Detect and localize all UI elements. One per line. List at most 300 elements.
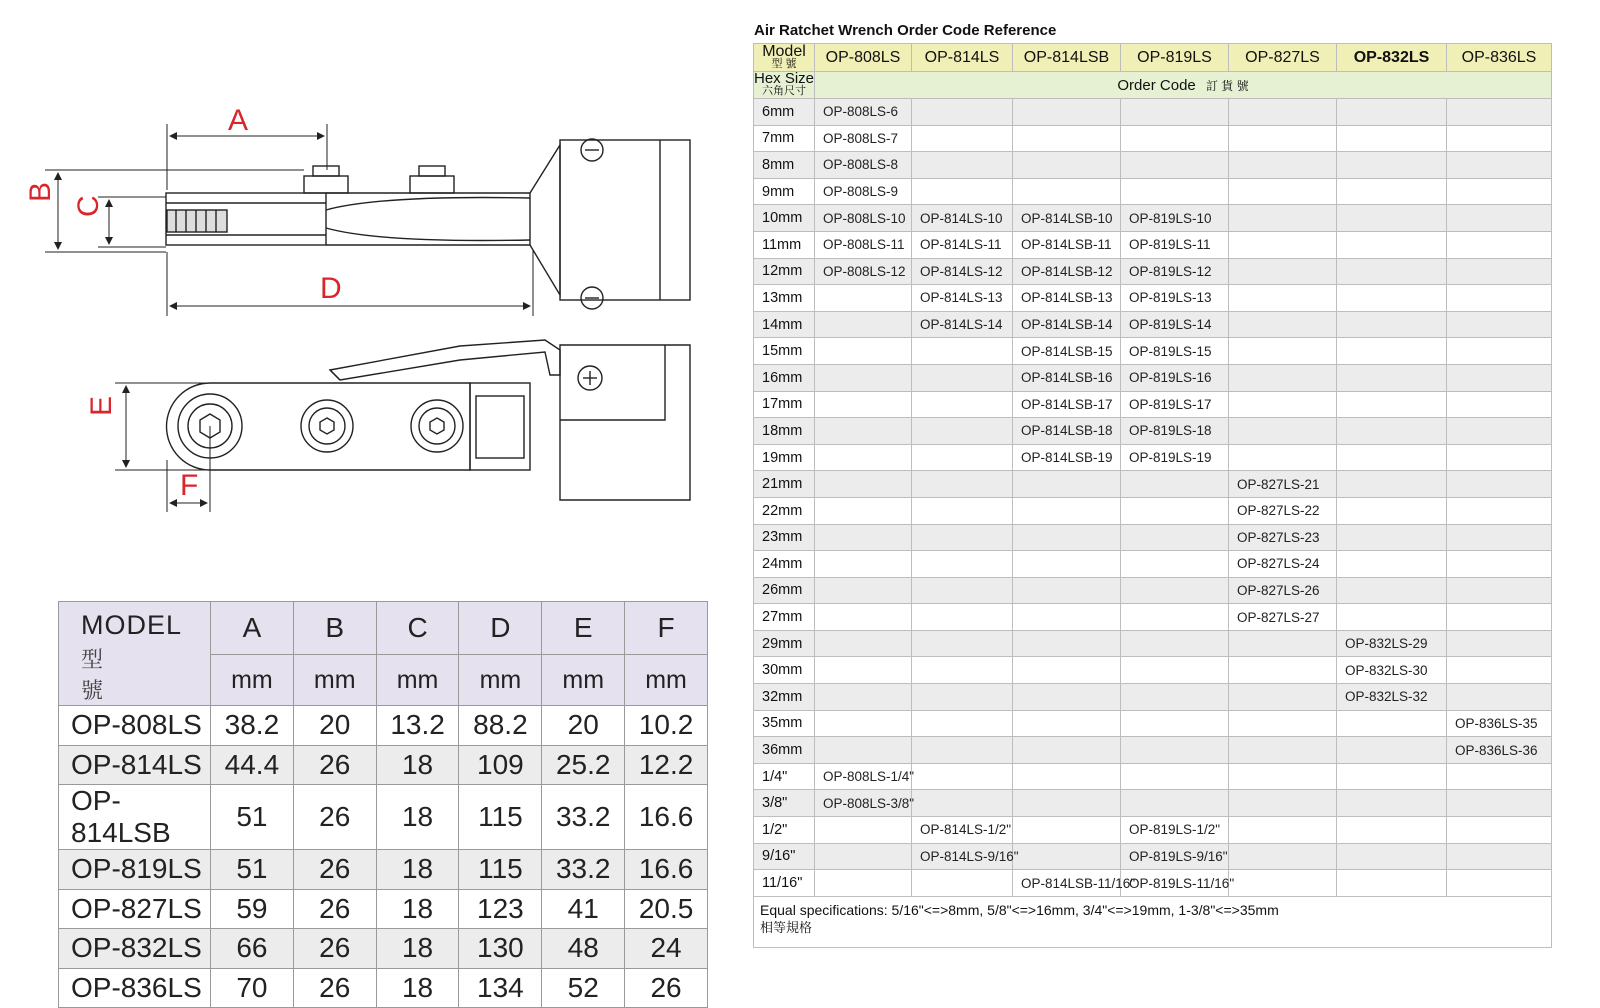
order-code-cell: OP-814LS-11 [912,231,1013,258]
order-code-cell [1229,311,1337,338]
order-code-row [754,817,1552,844]
order-code-cell: OP-808LS-1/4" [815,763,912,790]
hex-size: 14mm [754,311,815,338]
order-code-cell [1013,551,1121,578]
order-code-cell [815,391,912,418]
order-code-cell [1121,684,1229,711]
order-code-row [754,524,1552,551]
order-code-row [754,684,1552,711]
order-code-cell [1447,99,1552,126]
order-code-header: Order Code 訂 貨 號 [815,72,1552,99]
order-code-cell: OP-836LS-36 [1447,737,1552,764]
hex-size: 29mm [754,630,815,657]
order-code-cell [815,338,912,365]
order-code-cell: OP-819LS-1/2" [1121,817,1229,844]
dimension-row [59,929,708,969]
col-b-header: B [293,602,376,655]
order-code-cell [1337,364,1447,391]
col-f-header: F [625,602,708,655]
dimension-value: 26 [293,968,376,1008]
order-code-cell [1013,657,1121,684]
order-code-cell [912,524,1013,551]
dimension-value: 18 [376,850,459,890]
dimension-value: 12.2 [625,745,708,785]
order-code-cell [1447,843,1552,870]
order-code-cell: OP-819LS-17 [1121,391,1229,418]
unit-label: mm [376,655,459,706]
order-code-cell [1013,604,1121,631]
order-code-cell [1229,657,1337,684]
order-code-row [754,870,1552,897]
dimension-value: 44.4 [211,745,294,785]
order-code-cell [1121,710,1229,737]
order-code-cell [912,630,1013,657]
order-code-cell [1447,577,1552,604]
dimension-row [59,889,708,929]
dimension-value: 41 [542,889,625,929]
order-code-cell [912,364,1013,391]
dimension-value: 10.2 [625,706,708,746]
wrench-dimension-drawing [0,0,720,560]
order-code-cell [815,630,912,657]
hex-size: 17mm [754,391,815,418]
nut-2 [410,166,454,193]
order-code-cell [1121,125,1229,152]
order-code-cell: OP-819LS-14 [1121,311,1229,338]
dimension-value: 16.6 [625,850,708,890]
order-code-cell [1013,684,1121,711]
order-code-cell: OP-814LS-10 [912,205,1013,232]
order-code-cell [1447,684,1552,711]
order-code-cell [1229,258,1337,285]
order-code-cell [1447,497,1552,524]
order-code-cell [1229,285,1337,312]
order-code-row [754,657,1552,684]
order-code-cell: OP-827LS-23 [1229,524,1337,551]
order-code-cell [1337,258,1447,285]
order-code-cell [1229,178,1337,205]
model-name: OP-814LS [59,745,211,785]
order-code-cell [1337,418,1447,445]
order-code-cell: OP-814LSB-12 [1013,258,1121,285]
order-code-cell [1447,418,1552,445]
order-code-cell [1121,604,1229,631]
dim-label-b: B [24,181,57,202]
order-code-cell [815,524,912,551]
order-code-cell [912,577,1013,604]
dimension-value: 66 [211,929,294,969]
hex-size: 3/8" [754,790,815,817]
order-code-row [754,577,1552,604]
order-code-cell [912,178,1013,205]
hex-size: 10mm [754,205,815,232]
order-code-cell: OP-827LS-22 [1229,497,1337,524]
order-code-row [754,418,1552,445]
order-code-cell [1121,790,1229,817]
order-code-cell [912,870,1013,897]
dim-label-f: F [180,469,199,502]
order-code-cell [1337,817,1447,844]
order-code-cell [815,604,912,631]
order-code-row [754,152,1552,179]
order-code-cell [1013,178,1121,205]
corner-hex-size-header: Hex Size 六角尺寸 [754,70,815,97]
order-code-row [754,258,1552,285]
order-code-cell [1013,710,1121,737]
order-code-cell [1337,338,1447,365]
order-code-cell [912,497,1013,524]
order-code-cell [1013,524,1121,551]
dimension-value: 20 [293,706,376,746]
order-code-cell [1337,843,1447,870]
order-code-cell: OP-827LS-24 [1229,551,1337,578]
order-code-cell [1121,657,1229,684]
order-code-row [754,630,1552,657]
dimension-value: 18 [376,785,459,850]
dimension-value: 51 [211,850,294,890]
order-code-cell [912,710,1013,737]
ratchet-teeth [167,210,227,232]
order-code-cell: OP-814LSB-10 [1013,205,1121,232]
col-a-header: A [211,602,294,655]
order-code-cell [815,737,912,764]
model-column-header: OP-814LSB [1013,44,1121,72]
order-code-cell: OP-819LS-13 [1121,285,1229,312]
hex-size: 1/4" [754,763,815,790]
order-code-cell: OP-814LSB-11 [1013,231,1121,258]
order-code-row [754,125,1552,152]
order-code-cell [815,577,912,604]
order-code-cell [1229,152,1337,179]
order-code-cell: OP-819LS-12 [1121,258,1229,285]
order-code-cell [1121,577,1229,604]
order-code-cell [1121,737,1229,764]
order-code-cell [1447,551,1552,578]
hex-size: 8mm [754,152,815,179]
order-code-row [754,790,1552,817]
order-code-cell [1337,99,1447,126]
order-code-cell [912,391,1013,418]
order-code-cell [1229,391,1337,418]
order-code-cell [912,657,1013,684]
order-code-cell [1447,338,1552,365]
order-code-cell [1447,311,1552,338]
order-code-cell [1013,843,1121,870]
order-code-cell [1337,231,1447,258]
order-code-cell [1229,205,1337,232]
order-code-cell: OP-814LSB-13 [1013,285,1121,312]
order-code-cell [1013,152,1121,179]
unit-label: mm [293,655,376,706]
order-code-row [754,231,1552,258]
order-code-cell [1447,790,1552,817]
order-code-cell [1229,418,1337,445]
order-code-cell [1121,471,1229,498]
order-code-cell [1337,471,1447,498]
order-code-cell [1229,843,1337,870]
order-code-cell: OP-827LS-27 [1229,604,1337,631]
order-code-cell [815,870,912,897]
order-code-cell [1229,630,1337,657]
dim-label-e: E [85,395,118,416]
order-code-cell [815,710,912,737]
dimension-value: 38.2 [211,706,294,746]
order-code-cell: OP-832LS-30 [1337,657,1447,684]
order-code-cell [1121,152,1229,179]
order-code-cell [815,285,912,312]
order-code-cell [1229,99,1337,126]
order-code-cell [912,444,1013,471]
order-code-cell [1447,870,1552,897]
dimension-value: 26 [293,785,376,850]
order-code-cell [1447,657,1552,684]
model-name: OP-836LS [59,968,211,1008]
dim-label-a: A [228,104,249,137]
order-code-cell [1447,285,1552,312]
dimension-value: 26 [293,850,376,890]
dimension-value: 25.2 [542,745,625,785]
order-code-cell [1447,231,1552,258]
order-code-cell [1229,870,1337,897]
order-code-cell: OP-832LS-32 [1337,684,1447,711]
order-code-cell: OP-819LS-15 [1121,338,1229,365]
dimension-value: 13.2 [376,706,459,746]
order-code-cell: OP-814LSB-14 [1013,311,1121,338]
order-code-cell [1121,178,1229,205]
order-code-cell [815,843,912,870]
hex-size: 22mm [754,497,815,524]
dimension-table [58,601,708,1008]
hex-size: 19mm [754,444,815,471]
order-code-row [754,178,1552,205]
col-c-header: C [376,602,459,655]
order-code-cell [1013,125,1121,152]
order-code-row [754,391,1552,418]
dimension-value: 88.2 [459,706,542,746]
dimension-value: 33.2 [542,785,625,850]
order-code-cell: OP-814LSB-16 [1013,364,1121,391]
hex-size: 11/16" [754,870,815,897]
order-code-cell [1337,870,1447,897]
order-code-cell [1337,763,1447,790]
dimension-value: 115 [459,785,542,850]
order-code-cell: OP-808LS-12 [815,258,912,285]
order-code-cell [1337,524,1447,551]
dimension-value: 52 [542,968,625,1008]
hex-size: 36mm [754,737,815,764]
order-code-cell: OP-808LS-10 [815,205,912,232]
order-code-cell [1013,497,1121,524]
order-code-cell: OP-819LS-11/16" [1121,870,1229,897]
model-header: MODEL 型號 [59,602,211,706]
hex-size: 7mm [754,125,815,152]
hex-size: 30mm [754,657,815,684]
dimension-value: 51 [211,785,294,850]
equal-specifications-note: Equal specifications: 5/16"<=>8mm, 5/8"<=>16mm, 3/4"<=>19mm, 1-3/8"<=>35mm 相等規格 [754,896,1552,947]
order-code-cell [1229,763,1337,790]
order-code-cell [815,817,912,844]
order-code-cell [912,763,1013,790]
order-code-cell [1229,737,1337,764]
order-code-cell [912,125,1013,152]
order-code-cell [1229,338,1337,365]
order-code-cell [1337,710,1447,737]
order-code-cell [815,311,912,338]
corner-model-header: Model 型 號 [754,44,815,72]
order-code-cell [1447,630,1552,657]
dimension-value: 70 [211,968,294,1008]
order-code-row [754,551,1552,578]
order-code-cell [912,99,1013,126]
order-code-cell [1121,524,1229,551]
order-code-cell: OP-819LS-18 [1121,418,1229,445]
order-code-cell [1337,152,1447,179]
model-column-header: OP-819LS [1121,44,1229,72]
order-code-cell: OP-832LS-29 [1337,630,1447,657]
order-code-cell: OP-814LSB-19 [1013,444,1121,471]
side-view [167,340,691,500]
hex-size: 26mm [754,577,815,604]
hex-size: 27mm [754,604,815,631]
order-code-cell [1337,497,1447,524]
dimension-value: 109 [459,745,542,785]
model-column-header: OP-808LS [815,44,912,72]
order-code-row [754,843,1552,870]
order-code-cell [1337,178,1447,205]
col-d-header: D [459,602,542,655]
order-code-cell [1337,737,1447,764]
model-column-header: OP-836LS [1447,44,1552,72]
dimension-value: 115 [459,850,542,890]
order-code-cell [912,551,1013,578]
order-code-cell: OP-814LS-1/2" [912,817,1013,844]
order-code-cell: OP-814LS-13 [912,285,1013,312]
order-code-cell [1337,205,1447,232]
hex-size: 12mm [754,258,815,285]
dimension-value: 26 [293,929,376,969]
order-code-cell [1121,99,1229,126]
order-code-table [753,43,1552,948]
order-code-cell [815,551,912,578]
dimension-value: 33.2 [542,850,625,890]
order-code-cell [1013,99,1121,126]
order-code-cell [1447,524,1552,551]
order-code-cell [1121,497,1229,524]
hex-size: 35mm [754,710,815,737]
order-code-cell [912,684,1013,711]
dim-label-d: D [320,272,342,305]
order-code-cell [1121,551,1229,578]
dimension-value: 123 [459,889,542,929]
order-code-cell [912,152,1013,179]
order-code-cell [1447,604,1552,631]
dimension-row [59,785,708,850]
dimension-value: 20.5 [625,889,708,929]
order-code-cell: OP-819LS-16 [1121,364,1229,391]
hex-size: 21mm [754,471,815,498]
dimension-value: 130 [459,929,542,969]
col-e-header: E [542,602,625,655]
order-code-cell [1337,790,1447,817]
hex-size: 1/2" [754,817,815,844]
order-code-cell [1337,444,1447,471]
order-code-row [754,205,1552,232]
dimension-value: 26 [293,889,376,929]
order-code-cell [1013,471,1121,498]
order-code-cell: OP-808LS-9 [815,178,912,205]
order-code-row [754,285,1552,312]
dimension-value: 24 [625,929,708,969]
order-code-cell [1229,444,1337,471]
order-code-cell [1337,125,1447,152]
order-code-cell [815,657,912,684]
order-code-cell [912,471,1013,498]
order-reference-title: Air Ratchet Wrench Order Code Reference [754,22,1057,39]
model-column-header: OP-814LS [912,44,1013,72]
order-code-cell: OP-819LS-9/16" [1121,843,1229,870]
order-code-row [754,497,1552,524]
order-code-cell: OP-814LSB-11/16" [1013,870,1121,897]
order-code-cell [1013,577,1121,604]
order-code-cell [1447,152,1552,179]
hex-size: 11mm [754,231,815,258]
order-code-row [754,763,1552,790]
order-code-cell [1447,763,1552,790]
order-code-cell [1337,551,1447,578]
order-code-cell [1447,258,1552,285]
order-code-cell [912,604,1013,631]
model-column-header: OP-832LS [1337,44,1447,72]
order-code-cell [1229,231,1337,258]
order-code-cell: OP-808LS-11 [815,231,912,258]
unit-label: mm [625,655,708,706]
order-code-cell: OP-814LSB-17 [1013,391,1121,418]
model-column-header: OP-827LS [1229,44,1337,72]
order-code-cell [1013,817,1121,844]
nut-1 [304,166,348,193]
order-code-row [754,737,1552,764]
order-code-cell [1013,737,1121,764]
dimension-value: 20 [542,706,625,746]
hex-size: 24mm [754,551,815,578]
order-code-cell: OP-814LS-14 [912,311,1013,338]
hex-size: 23mm [754,524,815,551]
order-code-cell [1447,364,1552,391]
dimension-value: 48 [542,929,625,969]
order-code-row [754,444,1552,471]
order-code-cell [1229,684,1337,711]
unit-label: mm [211,655,294,706]
dimension-row [59,706,708,746]
order-code-cell [1013,763,1121,790]
order-code-cell [1229,790,1337,817]
order-code-cell [1229,125,1337,152]
model-name: OP-808LS [59,706,211,746]
order-code-cell [1447,205,1552,232]
order-code-cell: OP-808LS-8 [815,152,912,179]
order-code-cell [1013,630,1121,657]
order-code-cell [912,418,1013,445]
order-code-cell [1337,604,1447,631]
hex-size: 18mm [754,418,815,445]
order-code-cell [912,338,1013,365]
dimension-row [59,745,708,785]
order-code-cell: OP-827LS-21 [1229,471,1337,498]
model-name: OP-832LS [59,929,211,969]
order-code-row [754,338,1552,365]
order-code-cell [815,471,912,498]
order-code-cell [1447,178,1552,205]
